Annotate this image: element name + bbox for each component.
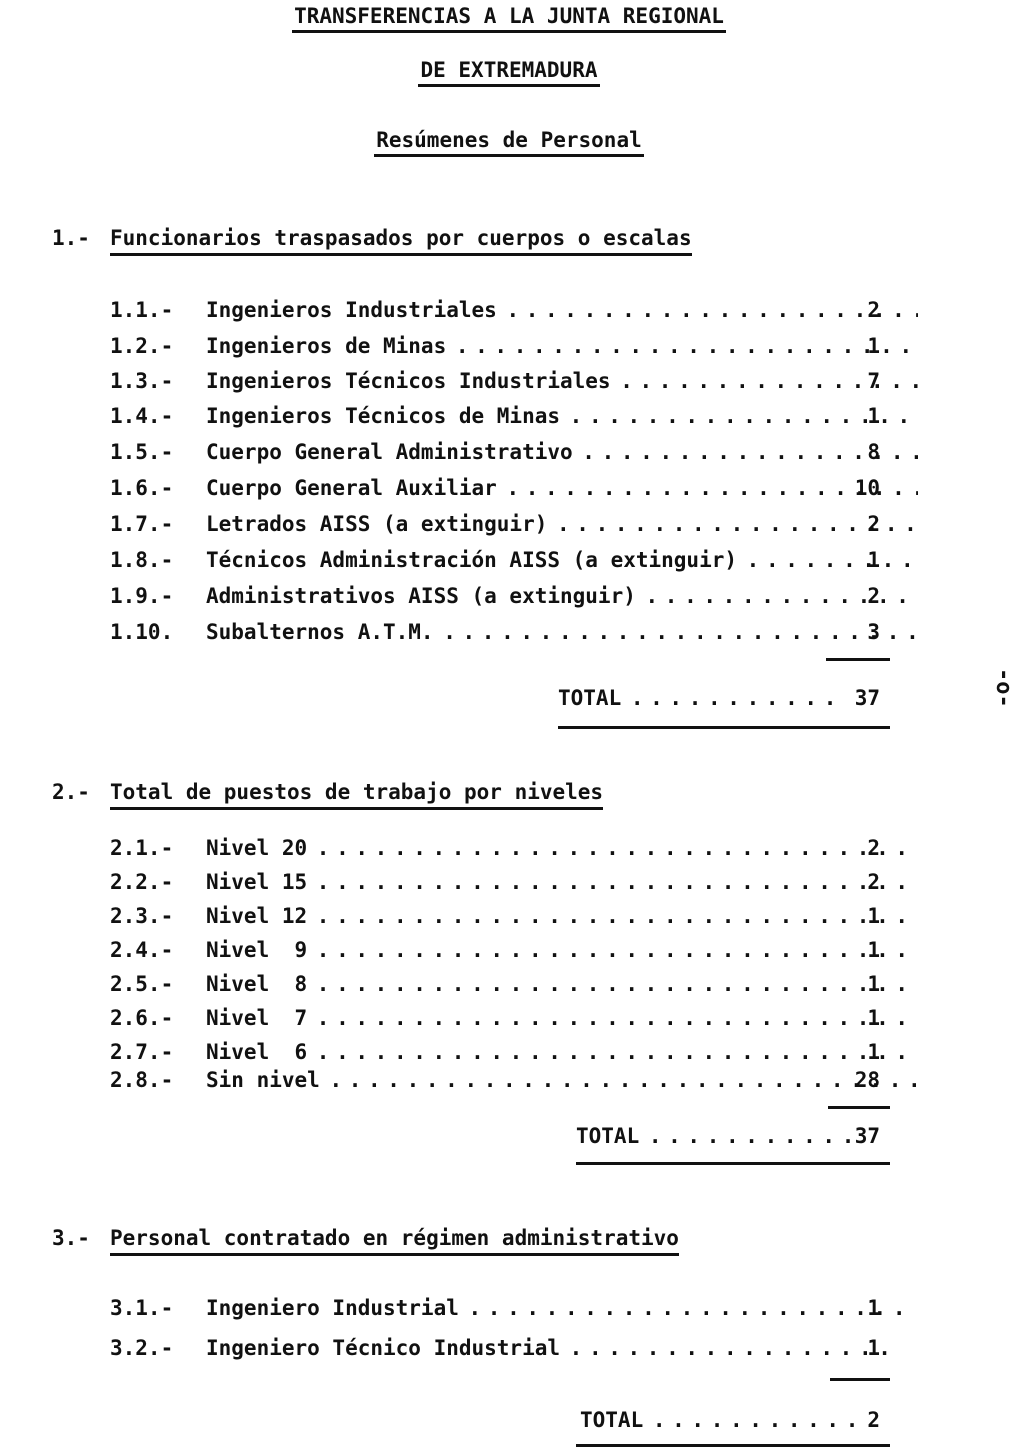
list-item: 1.1.- Ingenieros Industriales . . . 2 — [110, 298, 880, 330]
list-item: 1.4.- Ingenieros Técnicos de Minas . . . 1 — [110, 404, 880, 436]
list-item: 2.6.- Nivel 7 . . . 1 — [110, 1006, 880, 1038]
header-line-2: DE EXTREMADURA — [0, 58, 1018, 82]
list-item: 1.5.- Cuerpo General Administrativo . . . 8 — [110, 440, 880, 472]
section-number: 3.- — [52, 1226, 90, 1250]
list-item: 3.2.- Ingeniero Técnico Industrial . . . 1 — [110, 1336, 880, 1368]
list-item: 1.8.- Técnicos Administración AISS (a extinguir) . . . 1 — [110, 548, 880, 580]
list-item: 2.1.- Nivel 20 . . . 2 — [110, 836, 880, 868]
section-title: Total de puestos de trabajo por niveles — [110, 780, 603, 810]
section-title: Funcionarios traspasados por cuerpos o escalas — [110, 226, 692, 256]
list-item: 2.5.- Nivel 8 . . . 1 — [110, 972, 880, 1004]
list-item: 1.2.- Ingenieros de Minas . . . 1 — [110, 334, 880, 366]
list-item: 2.2.- Nivel 15 . . . 2 — [110, 870, 880, 902]
list-item: 2.8.- Sin nivel . . . 28 — [110, 1068, 880, 1100]
sum-rule — [826, 658, 890, 661]
total-rule — [576, 1444, 890, 1447]
list-item: 1.10. Subalternos A.T.M. . . . 3 — [110, 620, 880, 652]
margin-mark: -o- — [991, 668, 1016, 708]
section-3-heading — [52, 1226, 679, 1250]
section-2-total: TOTAL . . . 37 — [576, 1124, 880, 1156]
list-item: 1.3.- Ingenieros Técnicos Industriales . . . 7 — [110, 369, 880, 401]
list-item: 3.1.- Ingeniero Industrial . . . 1 — [110, 1296, 880, 1328]
list-item: 2.3.- Nivel 12 . . . 1 — [110, 904, 880, 936]
sum-rule — [828, 1106, 890, 1109]
list-item: 1.6.- Cuerpo General Auxiliar . . . 10 — [110, 476, 880, 508]
header-line-3: Resúmenes de Personal — [0, 128, 1018, 152]
section-2-heading — [52, 780, 603, 804]
list-item: 1.9.- Administrativos AISS (a extinguir) . . . 2 — [110, 584, 880, 616]
list-item: 2.7.- Nivel 6 . . . 1 — [110, 1040, 880, 1072]
total-rule — [558, 726, 890, 729]
sum-rule — [830, 1378, 890, 1381]
section-1-total: TOTAL . . . 37 — [558, 686, 880, 718]
section-number: 2.- — [52, 780, 90, 804]
total-rule — [576, 1162, 890, 1165]
section-1-heading — [52, 226, 692, 250]
list-item: 1.7.- Letrados AISS (a extinguir) . . . 2 — [110, 512, 880, 544]
section-number: 1.- — [52, 226, 90, 250]
header-line-1: TRANSFERENCIAS A LA JUNTA REGIONAL — [0, 4, 1018, 28]
list-item: 2.4.- Nivel 9 . . . 1 — [110, 938, 880, 970]
section-3-total: TOTAL . . . 2 — [580, 1408, 880, 1440]
section-title: Personal contratado en régimen administrativo — [110, 1226, 679, 1256]
